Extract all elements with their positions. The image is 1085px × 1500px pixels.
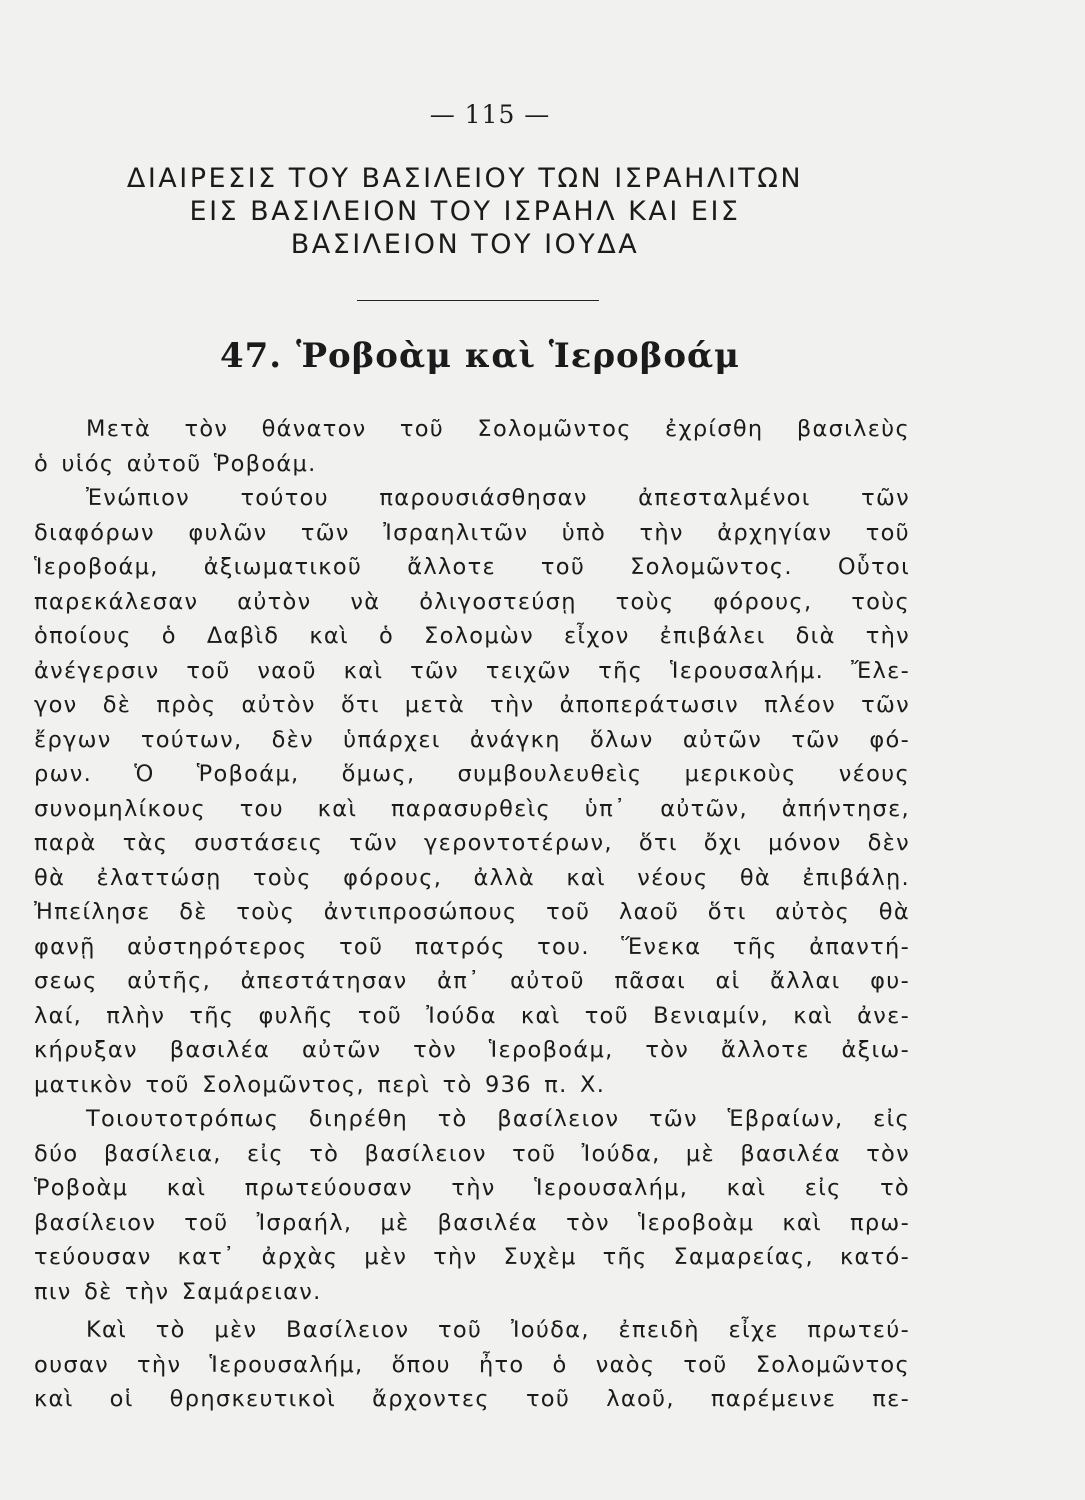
text-line: σεως αὐτῆς, ἀπεστάτησαν ἀπ᾽ αὐτοῦ πᾶσαι αἱ ἄλλαι φυ- — [34, 968, 910, 994]
text-line: Ἱεροβοάμ, ἀξιωματικοῦ ἄλλοτε τοῦ Σολομῶντος. Οὗτοι — [34, 554, 910, 580]
text-line: τεύουσαν κατ᾽ ἀρχὰς μὲν τὴν Συχὲμ τῆς Σαμαρείας, κατό- — [34, 1244, 910, 1270]
text-line: Ἠπείλησε δὲ τοὺς ἀντιπροσώπους τοῦ λαοῦ ὅτι αὐτὸς θὰ — [34, 899, 910, 925]
text-line: Μετὰ τὸν θάνατον τοῦ Σολομῶντος ἐχρίσθη βασιλεὺς — [86, 416, 910, 442]
section-heading-line: ΕΙΣ ΒΑΣΙΛΕΙΟΝ ΤΟΥ ΙΣΡΑΗΛ ΚΑΙ ΕΙΣ — [189, 196, 741, 227]
text-line: συνομηλίκους του καὶ παρασυρθεὶς ὑπ᾽ αὐτῶν, ἀπήντησε, — [34, 795, 910, 822]
text-line: ὁ υἱός αὐτοῦ Ῥοβοάμ. — [34, 450, 317, 477]
text-line: κήρυξαν βασιλέα αὐτῶν τὸν Ἱεροβοάμ, τὸν ἄλλοτε ἀξιω- — [34, 1037, 910, 1063]
section-heading — [40, 162, 890, 261]
text-line: ἀνέγερσιν τοῦ ναοῦ καὶ τῶν τειχῶν τῆς Ἱερουσαλήμ. Ἔλε- — [34, 657, 910, 684]
text-line: Τοιουτοτρόπως διηρέθη τὸ βασίλειον τῶν Ἑβραίων, εἰς — [86, 1106, 910, 1132]
text-line: ματικὸν τοῦ Σολομῶντος, περὶ τὸ 936 π. Χ. — [34, 1071, 606, 1098]
chapter-number: 47. — [219, 336, 283, 376]
text-line: παρὰ τὰς συστάσεις τῶν γεροντοτέρων, ὅτι ὄχι μόνον δὲν — [34, 830, 910, 856]
text-line: Ἐνώπιον τούτου παρουσιάσθησαν ἀπεσταλμένοι τῶν — [86, 485, 910, 511]
body-text — [34, 412, 910, 1417]
text-line: διαφόρων φυλῶν τῶν Ἰσραηλιτῶν ὑπὸ τὴν ἀρχηγίαν τοῦ — [34, 519, 910, 546]
heading-divider — [357, 300, 599, 301]
text-line: φανῇ αὐστηρότερος τοῦ πατρός του. Ἕνεκα τῆς ἀπαντή- — [34, 933, 910, 960]
text-line: γον δὲ πρὸς αὐτὸν ὅτι μετὰ τὴν ἀποπεράτωσιν πλέον τῶν — [34, 692, 910, 718]
text-line: βασίλειον τοῦ Ἰσραήλ, μὲ βασιλέα τὸν Ἱεροβοὰμ καὶ πρω- — [34, 1209, 910, 1236]
text-line: ουσαν τὴν Ἱερουσαλήμ, ὅπου ἦτο ὁ ναὸς τοῦ Σολομῶντος — [34, 1351, 910, 1378]
chapter-title — [0, 336, 960, 376]
text-line: παρεκάλεσαν αὐτὸν νὰ ὀλιγοστεύσῃ τοὺς φόρους, τοὺς — [34, 588, 910, 615]
text-line: ὁποίους ὁ Δαβὶδ καὶ ὁ Σολομὼν εἶχον ἐπιβάλει διὰ τὴν — [34, 623, 910, 649]
text-line: ρων. Ὁ Ῥοβοάμ, ὅμως, συμβουλευθεὶς μερικοὺς νέους — [34, 761, 910, 787]
text-line: λαί, πλὴν τῆς φυλῆς τοῦ Ἰούδα καὶ τοῦ Βενιαμίν, καὶ ἀνε- — [34, 1002, 910, 1029]
text-line: καὶ οἱ θρησκευτικοὶ ἄρχοντες τοῦ λαοῦ, παρέμεινε πε- — [34, 1386, 910, 1412]
text-line: Καὶ τὸ μὲν Βασίλειον τοῦ Ἰούδα, ἐπειδὴ εἶχε πρωτεύ- — [86, 1317, 910, 1343]
text-line: πιν δὲ τὴν Σαμάρειαν. — [34, 1278, 322, 1305]
section-heading-line: ΔΙΑΙΡΕΣΙΣ ΤΟΥ ΒΑΣΙΛΕΙΟΥ ΤΩΝ ΙΣΡΑΗΛΙΤΩΝ — [126, 163, 804, 194]
text-line: θὰ ἐλαττώσῃ τοὺς φόρους, ἀλλὰ καὶ νέους θὰ ἐπιβάλῃ. — [34, 864, 910, 891]
text-line: δύο βασίλεια, εἰς τὸ βασίλειον τοῦ Ἰούδα, μὲ βασιλέα τὸν — [34, 1140, 910, 1167]
section-heading-line: ΒΑΣΙΛΕΙΟΝ ΤΟΥ ΙΟΥΔΑ — [290, 229, 640, 260]
chapter-name: Ῥοβοὰμ καὶ Ἱεροβοάμ — [296, 336, 741, 376]
page-number: — 115 — — [429, 100, 551, 129]
text-line: ἔργων τούτων, δὲν ὑπάρχει ἀνάγκη ὅλων αὐτῶν τῶν φό- — [34, 726, 910, 753]
text-line: Ῥοβοὰμ καὶ πρωτεύουσαν τὴν Ἱερουσαλήμ, καὶ εἰς τὸ — [34, 1175, 910, 1201]
